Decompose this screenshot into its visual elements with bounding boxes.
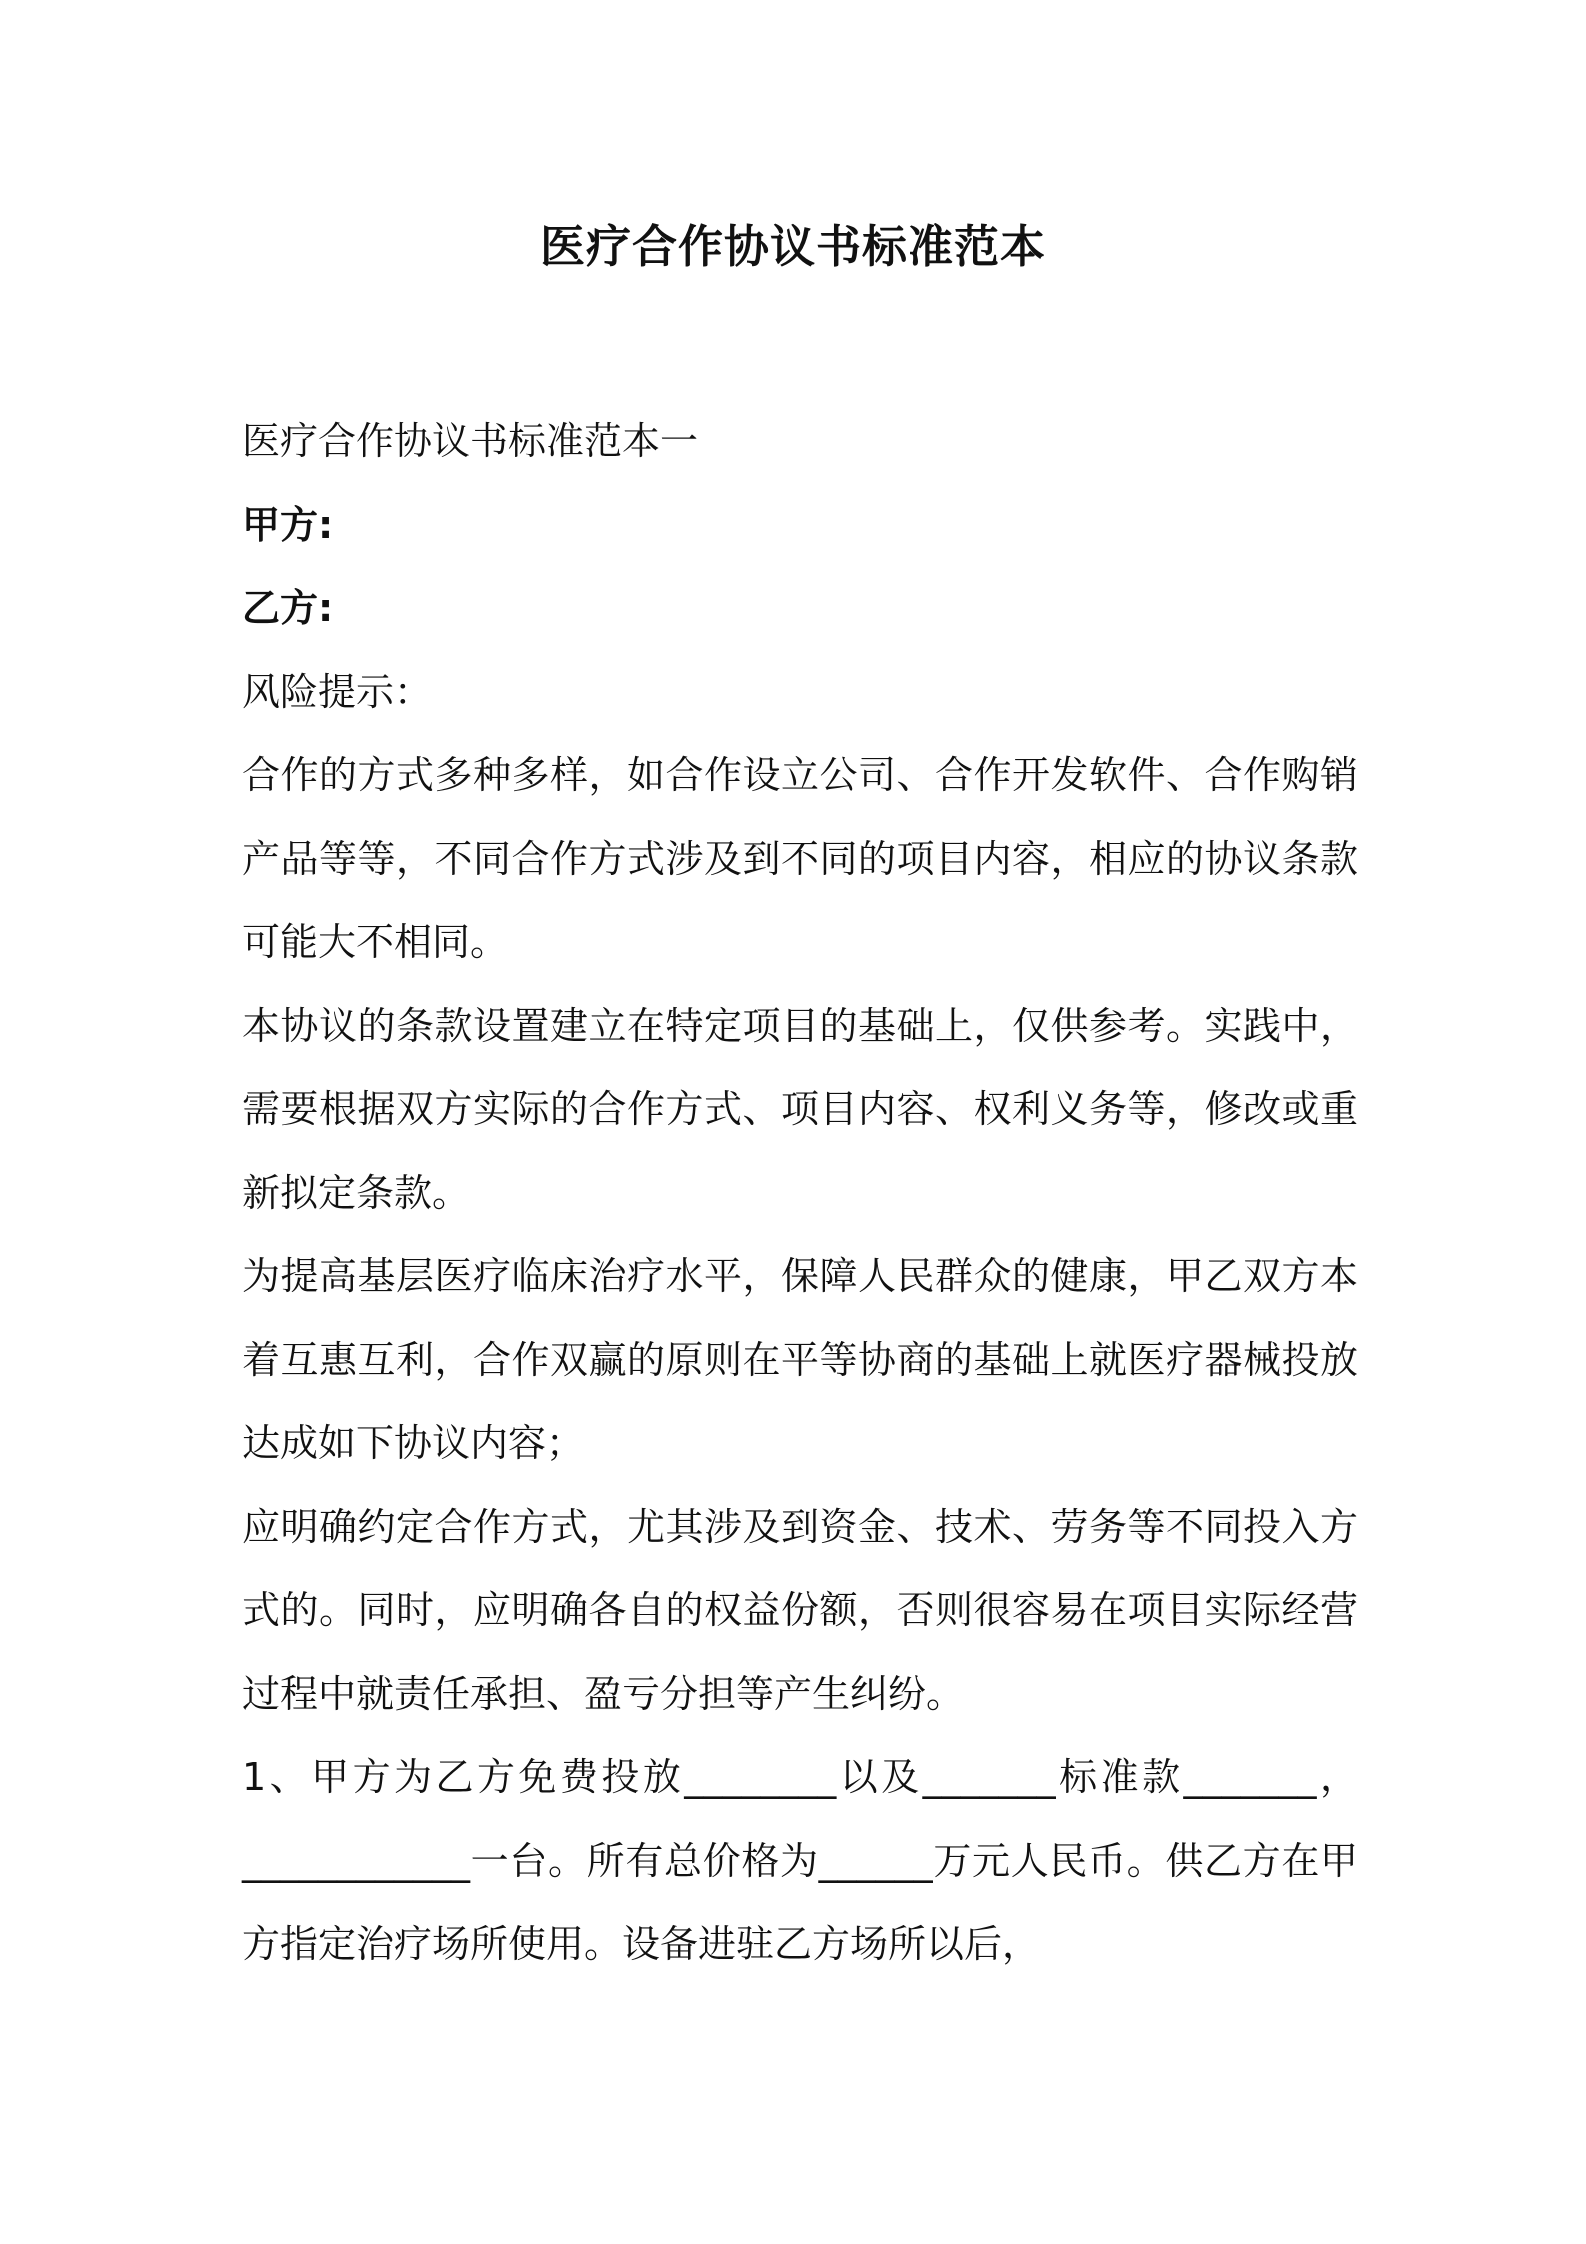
clause-1-paragraph: 1、甲方为乙方免费投放________以及_______标准款_______，____________一台。所有总价格为______万元人民币。供乙方在甲方指定治疗场所使用。设备进驻乙方场所以后， xyxy=(242,1755,1358,1966)
document-body xyxy=(242,400,1358,1987)
subtitle: 医疗合作协议书标准范本一 xyxy=(242,419,699,463)
risk-notice-paragraph-1: 合作的方式多种多样，如合作设立公司、合作开发软件、合作购销产品等等，不同合作方式涉及到不同的项目内容，相应的协议条款可能大不相同。 xyxy=(242,753,1358,964)
risk-notice-paragraph-2: 本协议的条款设置建立在特定项目的基础上，仅供参考。实践中，需要根据双方实际的合作方式、项目内容、权利义务等，修改或重新拟定条款。 xyxy=(242,1003,1358,1215)
cooperation-note-paragraph: 应明确约定合作方式，尤其涉及到资金、技术、劳务等不同投入方式的。同时，应明确各自的权益份额，否则很容易在项目实际经营过程中就责任承担、盈亏分担等产生纠纷。 xyxy=(242,1504,1358,1716)
party-a-label: 甲方: xyxy=(242,502,334,547)
party-b-label: 乙方: xyxy=(242,586,334,630)
preamble-paragraph: 为提高基层医疗临床治疗水平，保障人民群众的健康，甲乙双方本着互惠互利，合作双赢的原则在平等协商的基础上就医疗器械投放达成如下协议内容； xyxy=(242,1254,1358,1465)
risk-notice-heading: 风险提示： xyxy=(242,669,433,714)
document-title: 医疗合作协议书标准范本 xyxy=(539,220,1046,273)
